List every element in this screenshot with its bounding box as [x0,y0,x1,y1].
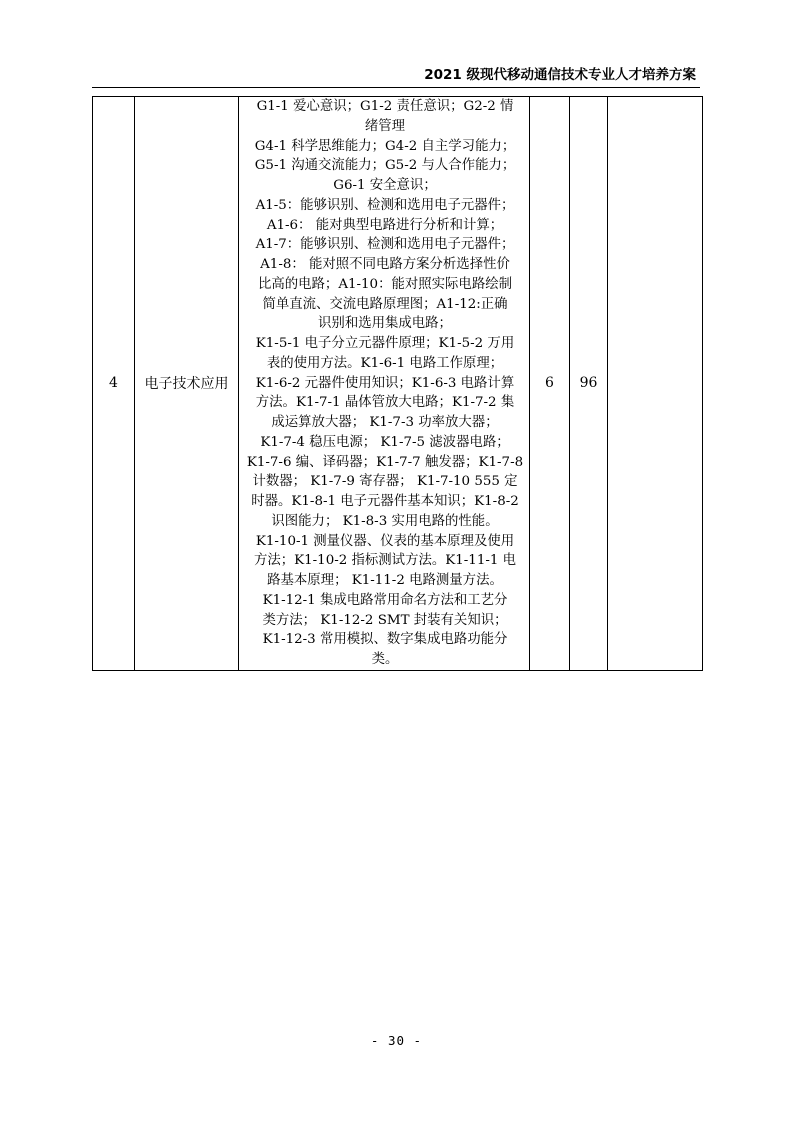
content-line: 路基本原理； K1-11-2 电路测量方法。 [267,573,503,588]
content-line: 绪管理 [364,118,406,134]
content-line: 比高的电路；A1-10：能对照实际电路绘制 [257,276,512,292]
content-line: 计数器； K1-7-9 寄存器； K1-7-10 555 定 [252,474,518,490]
content-line: A1-6： 能对典型电路进行分析和计算； [266,217,504,233]
document-title: 2021 级现代移动通信技术专业人才培养方案 [424,67,696,83]
content-line: 类。 [371,652,399,667]
content-line: K1-12-1 集成电路常用命名方法和工艺分 [262,592,508,608]
content-line: G6-1 安全意识； [333,178,437,193]
course-content [239,97,530,671]
content-line: 时器。K1-8-1 电子元器件基本知识；K1-8-2 [251,494,519,509]
content-line: A1-8： 能对照不同电路方案分析选择性价 [260,257,510,272]
content-line: 成运算放大器； K1-7-3 功率放大器； [271,415,499,430]
content-line: A1-7：能够识别、检测和选用电子元器件； [255,237,515,253]
content-line: 表的使用方法。K1-6-1 电路工作原理； [266,355,504,371]
row-number: 4 [93,97,135,671]
content-line: K1-10-1 测量仪器、仪表的基本原理及使用 [255,533,515,549]
content-line: G1-1 爱心意识；G1-2 责任意识；G2-2 情 [256,99,514,114]
course-hours: 96 [570,97,608,671]
course-name: 电子技术应用 [135,97,239,671]
content-line: K1-5-1 电子分立元器件原理；K1-5-2 万用 [255,336,515,351]
content-line: K1-7-4 稳压电源； K1-7-5 滤波器电路； [260,434,510,450]
table-row [93,97,703,671]
content-line: G4-1 科学思维能力；G4-2 自主学习能力； [254,138,516,154]
content-line: 简单直流、交流电路原理图；A1-12:正确 [262,296,508,312]
content-line: 识图能力； K1-8-3 实用电路的性能。 [271,513,499,529]
content-line: 方法。K1-7-1 晶体管放大电路；K1-7-2 集 [255,395,515,411]
content-line: 识别和选用集成电路； [318,316,452,332]
content-line: 方法；K1-10-2 指标测试方法。K1-11-1 电 [253,553,517,569]
curriculum-table [92,96,703,671]
page-number: - 30 - [370,1033,423,1048]
content-line: 类方法； K1-12-2 SMT 封装有关知识； [262,612,508,628]
course-credits: 6 [530,97,570,671]
page-header [92,62,700,88]
content-line: G5-1 沟通交流能力；G5-2 与人合作能力； [254,158,516,174]
content-line: K1-7-6 编、译码器；K1-7-7 触发器；K1-7-8 [246,454,524,470]
content-line: K1-12-3 常用模拟、数字集成电路功能分 [262,632,508,648]
content-line: A1-5：能够识别、检测和选用电子元器件； [255,197,515,213]
course-note [608,97,703,671]
content-line: K1-6-2 元器件使用知识；K1-6-3 电路计算 [255,375,515,391]
